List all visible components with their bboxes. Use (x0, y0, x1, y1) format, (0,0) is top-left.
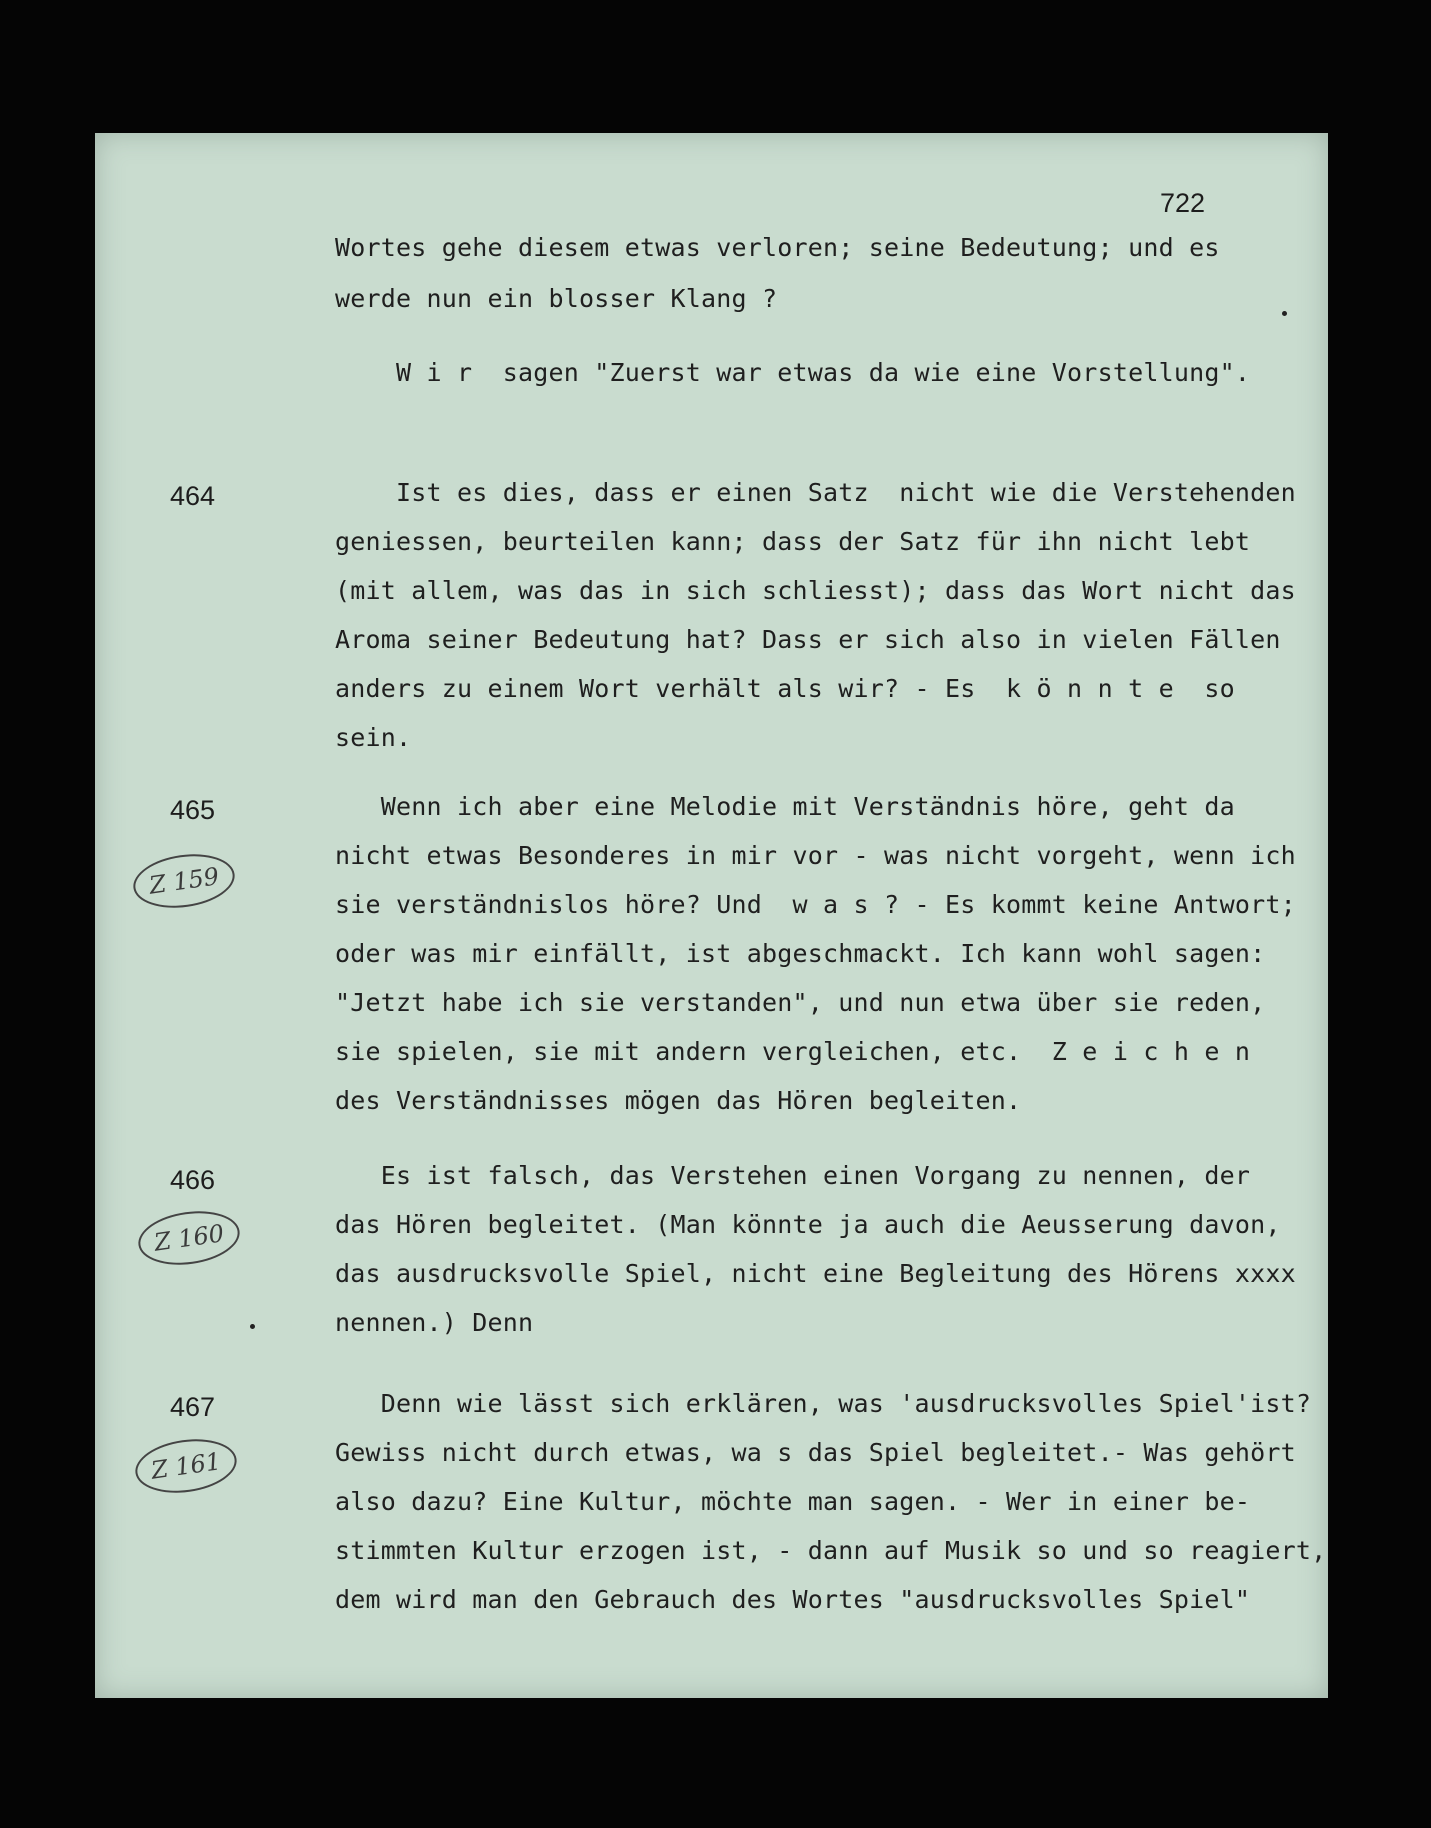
remark-464-line: Aroma seiner Bedeutung hat? Dass er sich also in vielen Fällen (335, 625, 1281, 654)
remark-465-line: oder was mir einfällt, ist abgeschmackt. Ich kann wohl sagen: (335, 939, 1266, 968)
remark-466-line: das Hören begleitet. (Man könnte ja auch die Aeusserung davon, (335, 1210, 1281, 1239)
remark-number: 464 (170, 481, 216, 511)
remark-464-line: (mit allem, was das in sich schliesst); dass das Wort nicht das (335, 576, 1296, 605)
remark-464-line: Ist es dies, dass er einen Satz nicht wie die Verstehenden (335, 478, 1296, 507)
page-number: 722 (1160, 188, 1206, 218)
remark-465-line: "Jetzt habe ich sie verstanden", und nun etwa über sie reden, (335, 988, 1266, 1017)
remark-number: 467 (170, 1392, 216, 1422)
remark-number: 466 (170, 1165, 216, 1195)
ink-dot (1282, 311, 1287, 316)
remark-467-line: Denn wie lässt sich erklären, was 'ausdrucksvolles Spiel'ist? (335, 1389, 1312, 1418)
ink-dot (250, 1324, 255, 1329)
remark-465-line: des Verständnisses mögen das Hören begleiten. (335, 1086, 1022, 1115)
remark-467-line: stimmten Kultur erzogen ist, - dann auf Musik so und so reagiert, (335, 1536, 1327, 1565)
remark-464-line: anders zu einem Wort verhält als wir? - Es k ö n n t e so (335, 674, 1235, 703)
remark-465-line: sie spielen, sie mit andern vergleichen, etc. Z e i c h e n (335, 1037, 1251, 1066)
remark-467-line: also dazu? Eine Kultur, möchte man sagen. - Wer in einer be- (335, 1487, 1251, 1516)
text-line: werde nun ein blosser Klang ? (335, 284, 778, 313)
text-line-wir: W i r sagen "Zuerst war etwas da wie eine Vorstellung". (335, 358, 1251, 387)
remark-467-line: Gewiss nicht durch etwas, wa s das Spiel begleitet.- Was gehört (335, 1438, 1296, 1467)
remark-465-line: nicht etwas Besonderes in mir vor - was nicht vorgeht, wenn ich (335, 841, 1296, 870)
remark-467-line: dem wird man den Gebrauch des Wortes "ausdrucksvolles Spiel" (335, 1585, 1251, 1614)
remark-465-line: sie verständnislos höre? Und w a s ? - Es kommt keine Antwort; (335, 890, 1296, 919)
remark-465-line: Wenn ich aber eine Melodie mit Verständnis höre, geht da (335, 792, 1235, 821)
remark-466-line: nennen.) Denn (335, 1308, 534, 1337)
remark-464-line: sein. (335, 723, 412, 752)
handwritten-annotation: Z 161 (132, 1433, 240, 1499)
remark-466-line: das ausdrucksvolle Spiel, nicht eine Begleitung des Hörens xxxx (335, 1259, 1296, 1288)
remark-464-line: geniessen, beurteilen kann; dass der Satz für ihn nicht lebt (335, 527, 1251, 556)
handwritten-annotation: Z 159 (130, 848, 238, 914)
remark-466-line: Es ist falsch, das Verstehen einen Vorgang zu nennen, der (335, 1161, 1251, 1190)
remark-number: 465 (170, 795, 216, 825)
handwritten-annotation: Z 160 (135, 1205, 243, 1271)
text-line: Wortes gehe diesem etwas verloren; seine Bedeutung; und es (335, 233, 1220, 262)
